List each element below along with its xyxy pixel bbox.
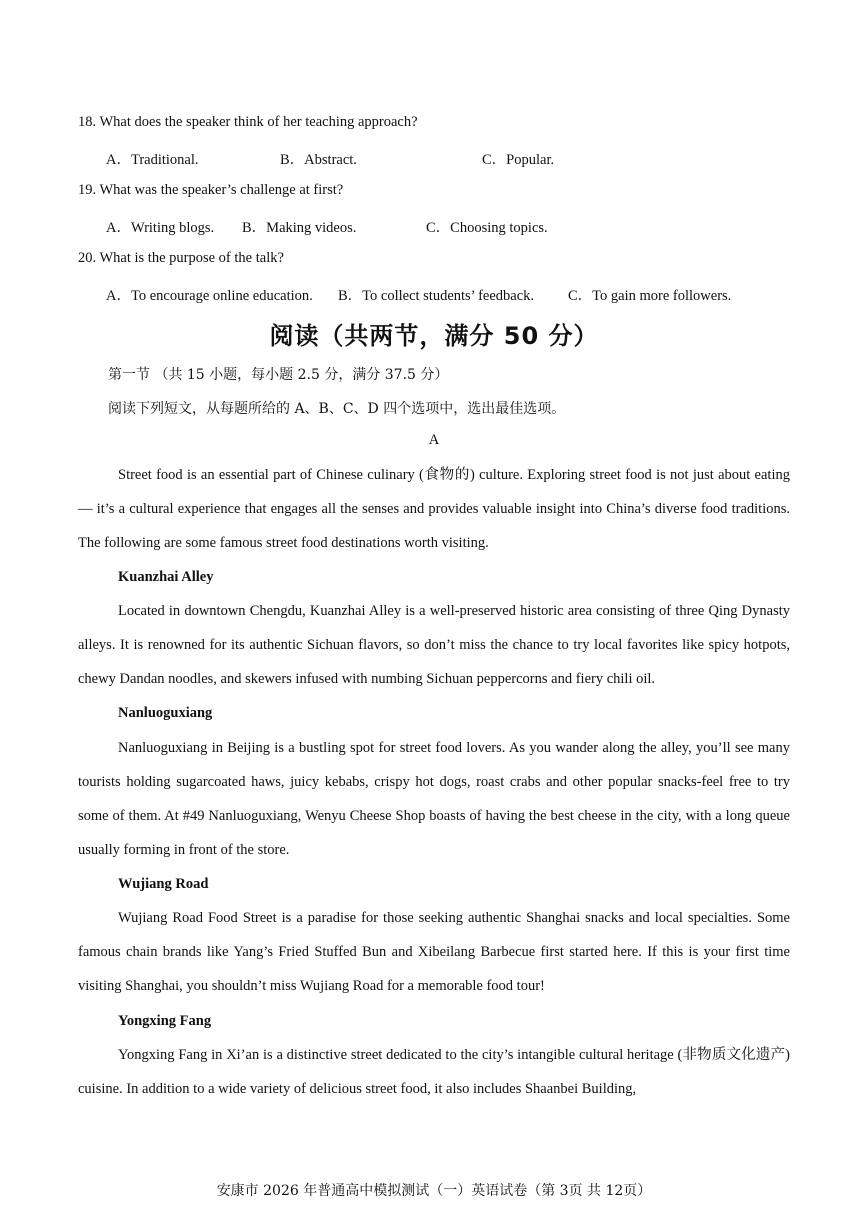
question-18: 18. What does the speaker think of her teaching approach? [78,114,418,130]
option-b: B．Making videos. [242,220,357,236]
paragraph-kuanzhai-alley: Located in downtown Chengdu, Kuanzhai Alley is a well-preserved historic area consisting of three Qing Dynasty alleys. It is renowned for its authentic Sichuan flavors, so don’t miss the chance to try local favorites like spicy hotpots, chewy Dandan noodles, and skewers infused with numbing Sichuan peppercorns and fiery chili oil. [78,603,790,687]
option-c: C．To gain more followers. [568,288,732,304]
paragraph-wujiang-road: Wujiang Road Food Street is a paradise for those seeking authentic Shanghai snacks and local specialties. Some famous chain brands like Yang’s Fried Stuffed Bun and Xibeilang Barbecue first started here. If this is your first time visiting Shanghai, you shouldn’t miss Wujiang Road for a memorable food tour! [78,910,790,994]
question-20: 20. What is the purpose of the talk? [78,250,284,266]
option-c: C．Choosing topics. [426,220,548,236]
paragraph-nanluoguxiang: Nanluoguxiang in Beijing is a bustling spot for street food lovers. As you wander along the alley, you’ll see many tourists holding sugarcoated haws, juicy kebabs, crispy hot dogs, roast crabs and other popular snacks-feel free to try some of them. At #49 Nanluoguxiang, Wenyu Cheese Shop boasts of having the best cheese in the city, with a long queue usually forming in front of the store. [78,740,790,858]
passage-intro: Street food is an essential part of Chinese culinary (食物的) culture. Exploring street food is not just about eating — it’s a cultural experience that engages all the senses and provides valuable insight into China’s diverse food traditions. The following are some famous street food destinations worth visiting. [78,467,790,551]
option-b: B．To collect students’ feedback. [338,288,535,304]
option-b: B．Abstract. [280,152,357,168]
instruction: 阅读下列短文，从每题所给的 A、B、C、D 四个选项中，选出最佳选项。 [108,401,566,417]
part-info: 第一节 （共 15 小题，每小题 2.5 分，满分 37.5 分） [108,367,449,383]
page-footer: 安康市 2026 年普通高中模拟测试（一）英语试卷（第 3页 共 12页） [216,1183,652,1199]
passage-label: A [428,432,440,448]
option-a: A．To encourage online education. [106,288,313,304]
section-title: 阅读（共两节，满分 50 分） [269,322,599,350]
heading-yongxing-fang: Yongxing Fang [118,1013,212,1029]
heading-kuanzhai-alley: Kuanzhai Alley [118,569,214,585]
option-a: A．Writing blogs. [106,220,215,236]
heading-nanluoguxiang: Nanluoguxiang [118,705,213,721]
question-19: 19. What was the speaker’s challenge at first? [78,182,344,198]
paragraph-yongxing-fang: Yongxing Fang in Xi’an is a distinctive street dedicated to the city’s intangible cultural heritage (非物质文化遗产) cuisine. In addition to a wide variety of delicious street food, it also includes Shaanbei Building, [78,1047,790,1097]
option-a: A．Traditional. [106,152,199,168]
option-c: C．Popular. [482,152,555,168]
heading-wujiang-road: Wujiang Road [118,876,209,892]
